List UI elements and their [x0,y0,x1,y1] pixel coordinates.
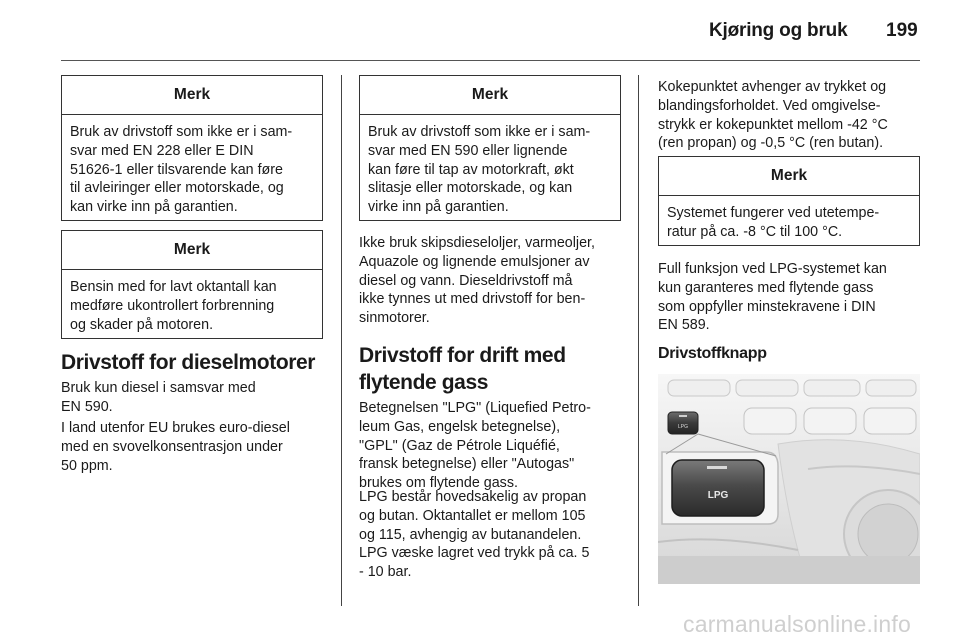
page-header-title: Kjøring og bruk [709,20,848,41]
column-divider-left [341,75,342,606]
note-heading: Merk [360,76,620,115]
paragraph-lpg-definition: Betegnelsen "LPG" (Liquefied Petro- leum Gas, engelsk betegnelse), "GPL" (Gaz de Pétrole Liquéfié, fransk betegnelse) eller "Autogas" brukes om flytende gass. [359,400,591,492]
note-heading: Merk [62,76,322,115]
subheading-fuel-button: Drivstoffknapp [658,345,767,362]
note-box-octane [61,230,323,339]
paragraph-lpg-composition: LPG består hovedsakelig av propan og butan. Oktantallet er mellom 105 og 115, avhengig av butanandelen. LPG væske lagret ved trykk på ca. 5 - 10 bar. [359,489,590,581]
note-box-en590 [359,75,621,221]
section-heading-diesel: Drivstoff for dieselmotorer [61,351,316,374]
note-body: Bruk av drivstoff som ikke er i sam- svar med EN 590 eller lignende kan føre til tap av motorkraft, økt slitasje eller motorskade, og kan virke inn på garantien. [368,124,591,216]
section-heading-lpg: Drivstoff for drift med flytende gass [359,344,566,394]
note-body: Systemet fungerer ved utetempe- ratur på ca. -8 °C til 100 °C. [667,205,880,240]
note-body: Bensin med for lavt oktantall kan medføre ukontrollert forbrenning og skader på motoren. [70,279,277,333]
note-box-en228 [61,75,323,221]
note-heading: Merk [62,231,322,270]
column-divider-right [638,75,639,606]
note-heading: Merk [659,157,919,196]
paragraph-no-ship-diesel: Ikke bruk skipsdieseloljer, varmeoljer, Aquazole og lignende emulsjoner av diesel og vann. Dieseldrivstoff må ikke tynnes ut med drivstoff for ben- sinmotorer. [359,235,595,327]
note-box-temperature [658,156,920,246]
header-rule [61,60,920,61]
dashboard-illustration [658,374,920,584]
page-number: 199 [886,20,918,41]
paragraph-lpg-function: Full funksjon ved LPG-systemet kan kun garanteres med flytende gass som oppfyller minstekravene i DIN EN 589. [658,261,887,334]
watermark: carmanualsonline.info [683,611,911,637]
lpg-button-photo [658,374,920,584]
big-lpg-label: LPG [707,490,729,501]
paragraph-boiling-point: Kokepunktet avhenger av trykket og blandingsforholdet. Ved omgivelse- strykk er kokepunktet mellom -42 °C (ren propan) og -0,5 °C (ren butan). [658,79,888,152]
small-lpg-label: LPG [677,424,689,430]
paragraph-diesel-standard: Bruk kun diesel i samsvar med EN 590. [61,380,256,415]
paragraph-euro-diesel: I land utenfor EU brukes euro-diesel med en svovelkonsentrasjon under 50 ppm. [61,420,290,474]
note-body: Bruk av drivstoff som ikke er i sam- svar med EN 228 eller E DIN 51626-1 eller tilsvarende kan føre til avleiringer eller motorskade, og kan virke inn på garantien. [70,124,293,216]
